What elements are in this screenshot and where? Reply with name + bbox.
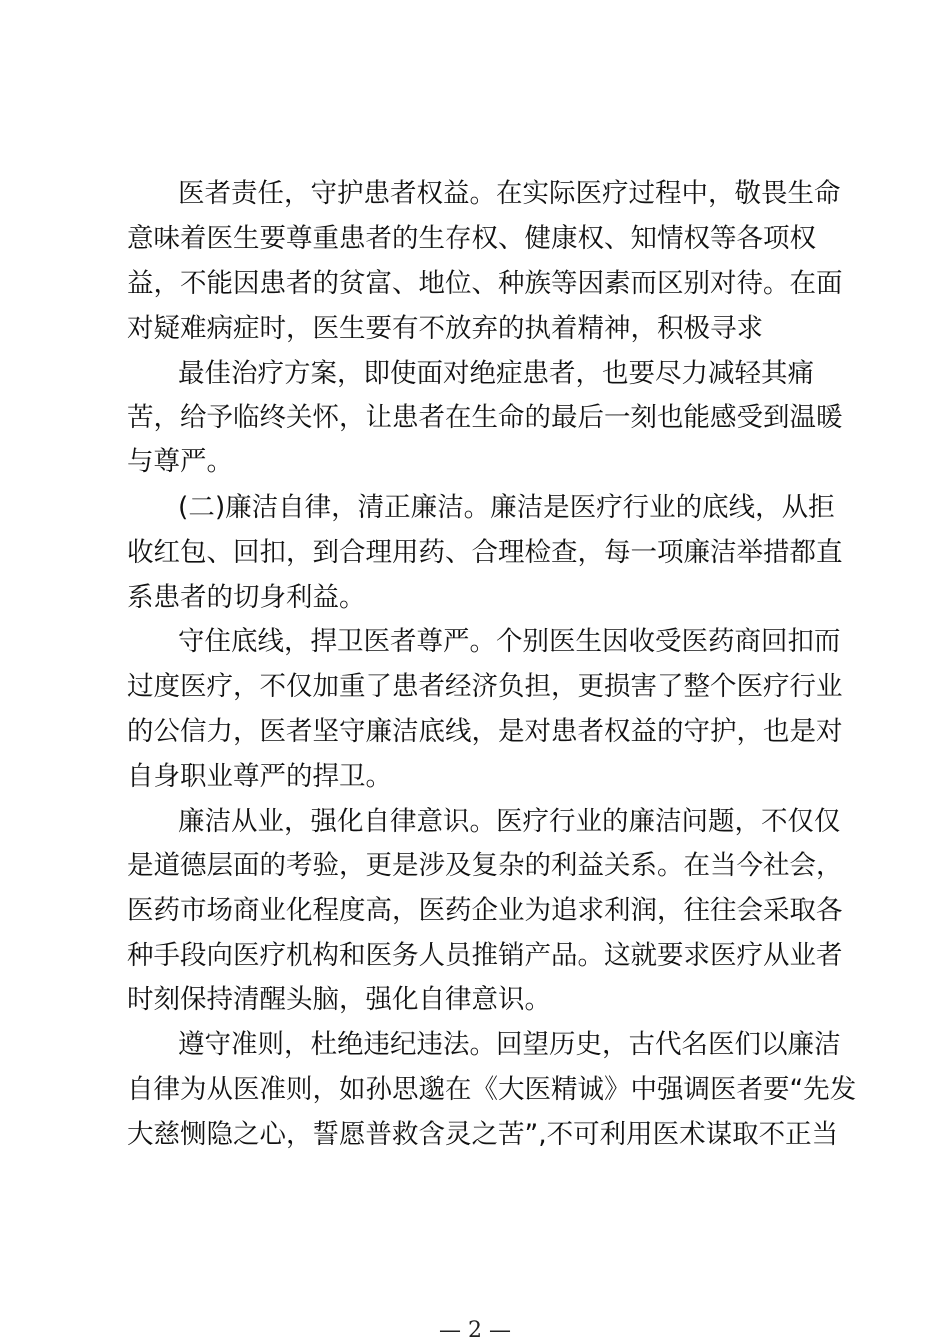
paragraph-4-line-1: 廉洁从业，强化自律意识。医疗行业的廉洁问题，不仅仅 [178,806,841,837]
section-heading-line-3: 系患者的切身利益。 [127,582,366,613]
paragraph-3-line-2: 过度医疗，不仅加重了患者经济负担，更损害了整个医疗行业 [127,671,843,702]
paragraph-2-line-1: 最佳治疗方案，即使面对绝症患者，也要尽力减轻其痛 [178,358,814,389]
paragraph-2-line-3: 与尊严。 [127,446,233,477]
paragraph-3-line-3: 的公信力，医者坚守廉洁底线，是对患者权益的守护，也是对 [127,716,843,747]
section-heading-line-2: 收红包、回扣，到合理用药、合理检查，每一项廉洁举措都直 [127,537,843,568]
paragraph-4-line-5: 时刻保持清醒头脑，强化自律意识。 [127,984,551,1015]
section-heading-line-1: (二)廉洁自律，清正廉洁。廉洁是医疗行业的底线，从拒 [178,492,835,523]
paragraph-4-line-4: 种手段向医疗机构和医务人员推销产品。这就要求医疗从业者 [127,940,843,971]
paragraph-4-line-2: 是道德层面的考验，更是涉及复杂的利益关系。在当今社会， [127,850,843,881]
paragraph-1-line-1: 医者责任，守护患者权益。在实际医疗过程中，敬畏生命 [178,178,841,209]
paragraph-3-line-1: 守住底线，捍卫医者尊严。个别医生因收受医药商回扣而 [178,626,841,657]
paragraph-5-line-3: 大慈恻隐之心，誓愿普救含灵之苦”,不可利用医术谋取不正当 [127,1119,839,1150]
paragraph-3-line-4: 自身职业尊严的捍卫。 [127,761,392,792]
paragraph-5-line-1: 遵守准则，杜绝违纪违法。回望历史，古代名医们以廉洁 [178,1029,841,1060]
paragraph-2-line-2: 苦，给予临终关怀，让患者在生命的最后一刻也能感受到温暖 [127,402,843,433]
paragraph-4-line-3: 医药市场商业化程度高，医药企业为追求利润，往往会采取各 [127,895,843,926]
page-number: — 2 — [439,1318,511,1343]
paragraph-1-line-4: 对疑难病症时，医生要有不放弃的执着精神，积极寻求 [127,313,763,344]
paragraph-1-line-3: 益，不能因患者的贫富、地位、种族等因素而区别对待。在面 [127,268,843,299]
paragraph-5-line-2: 自律为从医准则，如孙思邈在《大医精诚》中强调医者要“先发 [127,1074,857,1105]
paragraph-1-line-2: 意味着医生要尊重患者的生存权、健康权、知情权等各项权 [127,223,816,254]
